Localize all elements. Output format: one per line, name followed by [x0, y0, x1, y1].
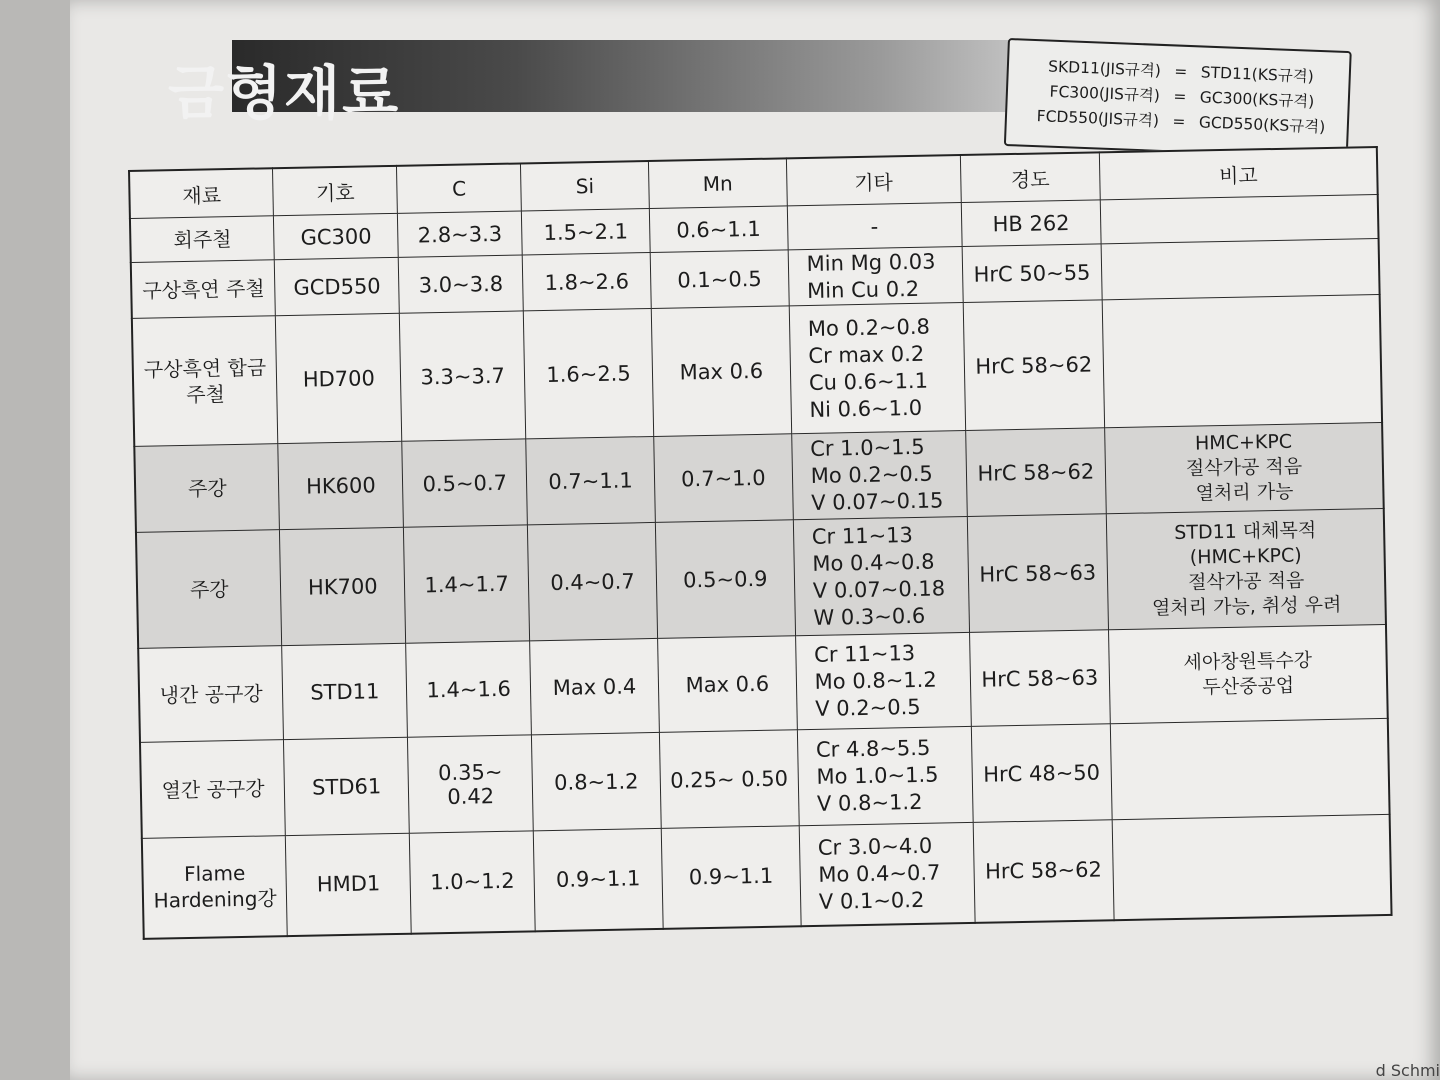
cell-symbol: GC300 — [274, 213, 399, 259]
note-line: 두산중공업 — [1202, 674, 1295, 698]
cell-material: 주강 — [136, 530, 282, 649]
jis-standard: FC300(JIS규격) — [1049, 82, 1161, 105]
cell-material: Flame Hardening강 — [142, 836, 288, 939]
cell-other — [797, 726, 973, 825]
other-element-line: Cr 11~13 — [813, 640, 916, 667]
cell-c: 1.4~1.6 — [406, 641, 532, 737]
cell-mn: Max 0.6 — [658, 636, 798, 733]
cell-si: 0.7~1.1 — [526, 436, 655, 524]
note-line: STD11 대체목적 — [1174, 518, 1317, 544]
cell-other — [788, 247, 963, 306]
other-element-line: Min Mg 0.03 — [806, 249, 936, 276]
cell-mn: 0.9~1.1 — [661, 826, 801, 929]
cell-other — [791, 430, 966, 519]
note-line: (HMC+KPC) — [1189, 544, 1302, 569]
note-line: 열처리 가능, 취성 우려 — [1151, 593, 1342, 619]
next-page-peek-text: d Schmi — [1375, 1061, 1440, 1080]
note-line: 절삭가공 적음 — [1187, 568, 1305, 594]
other-element-line: Mo 0.8~1.2 — [814, 667, 937, 694]
other-element-line: Mo 0.4~0.8 — [812, 549, 935, 576]
cell-symbol: HD700 — [276, 313, 402, 443]
equals-sign: = — [1173, 87, 1187, 106]
other-element-line: Cr 1.0~1.5 — [809, 434, 925, 461]
other-element-line: Mo 0.2~0.8 — [807, 314, 931, 341]
cell-note — [1106, 508, 1385, 629]
other-element-line: Cu 0.6~1.1 — [808, 368, 929, 395]
cell-c: 1.0~1.2 — [410, 831, 536, 933]
cell-hardness: HrC 48~50 — [971, 724, 1113, 823]
other-element-line: - — [870, 214, 879, 239]
cell-material: 주강 — [134, 444, 279, 533]
note-line: 열처리 가능 — [1195, 480, 1294, 505]
cell-note — [1101, 239, 1379, 300]
cell-si: 0.9~1.1 — [533, 828, 663, 930]
note-line: 절삭가공 적음 — [1185, 455, 1303, 480]
cell-other — [799, 822, 975, 925]
cell-other — [793, 516, 969, 635]
cell-note — [1102, 294, 1382, 427]
other-element-line: V 0.8~1.2 — [816, 789, 923, 816]
cell-symbol: HK700 — [280, 527, 406, 645]
cell-symbol: HK600 — [278, 441, 404, 529]
other-element-line: Mo 0.4~0.7 — [818, 860, 941, 887]
other-element-line: W 0.3~0.6 — [813, 603, 926, 630]
table-row — [132, 294, 1382, 446]
jis-standard: SKD11(JIS규격) — [1047, 57, 1162, 80]
other-element-line: Mo 0.2~0.5 — [810, 461, 933, 488]
cell-hardness: HrC 58~63 — [967, 514, 1109, 633]
other-element-line: Cr 11~13 — [811, 522, 914, 549]
cell-other — [787, 203, 962, 250]
header-mn: Mn — [648, 158, 787, 208]
cell-other — [789, 303, 965, 434]
cell-si: 0.8~1.2 — [532, 732, 662, 830]
page-title: 금형재료 — [168, 59, 401, 127]
cell-symbol: STD11 — [282, 643, 408, 739]
cell-mn: 0.25~ 0.50 — [659, 730, 799, 829]
equals-sign: = — [1172, 112, 1186, 131]
jis-standard: FCD550(JIS규격) — [1036, 107, 1160, 130]
equals-sign: = — [1173, 62, 1188, 81]
cell-si: 0.4~0.7 — [527, 522, 657, 640]
other-element-line: Ni 0.6~1.0 — [809, 395, 923, 422]
cell-material: 회주철 — [130, 216, 275, 263]
cell-si: Max 0.4 — [530, 638, 660, 734]
header-other: 기타 — [786, 155, 961, 206]
cell-note — [1109, 624, 1388, 723]
other-element-line: V 0.07~0.15 — [811, 488, 944, 515]
cell-material: 냉간 공구강 — [138, 646, 284, 743]
cell-si: 1.5~2.1 — [521, 209, 650, 255]
other-element-line: Min Cu 0.2 — [806, 276, 920, 303]
cell-si: 1.6~2.5 — [523, 308, 653, 438]
cell-material: 열간 공구강 — [140, 740, 286, 839]
cell-symbol: HMD1 — [286, 833, 412, 935]
cell-mn: 0.6~1.1 — [649, 206, 788, 253]
other-element-line: Cr 3.0~4.0 — [817, 833, 933, 860]
header-symbol: 기호 — [273, 166, 398, 216]
other-element-line: Cr 4.8~5.5 — [815, 735, 931, 762]
header-si: Si — [521, 161, 650, 211]
cell-hardness: HrC 58~62 — [963, 300, 1105, 431]
cell-symbol: STD61 — [284, 737, 410, 835]
cell-c: 2.8~3.3 — [398, 211, 523, 257]
cell-hardness: HrC 58~62 — [973, 820, 1115, 923]
ks-standard: GCD550(KS규격) — [1198, 113, 1326, 137]
cell-other — [795, 632, 971, 729]
cell-c: 3.0~3.8 — [398, 255, 523, 313]
other-element-line: V 0.1~0.2 — [818, 887, 925, 914]
cell-note — [1105, 422, 1384, 513]
cell-c: 0.35~ 0.42 — [408, 735, 534, 833]
material-table-wrapper — [128, 146, 1394, 1000]
other-element-line: Cr max 0.2 — [808, 341, 925, 368]
cell-hardness: HrC 58~63 — [969, 630, 1110, 727]
cell-hardness: HrC 50~55 — [962, 244, 1103, 303]
header-material: 재료 — [129, 168, 274, 218]
cell-mn: 0.1~0.5 — [650, 250, 789, 309]
cell-si: 1.8~2.6 — [522, 252, 651, 310]
other-element-line: Mo 1.0~1.5 — [816, 762, 939, 789]
cell-c: 0.5~0.7 — [402, 439, 527, 527]
cell-c: 3.3~3.7 — [400, 311, 526, 441]
cell-note — [1111, 718, 1390, 819]
cell-note — [1100, 195, 1378, 244]
other-element-line: V 0.07~0.18 — [812, 575, 946, 603]
ks-standard: STD11(KS규격) — [1200, 63, 1315, 86]
header-c: C — [397, 163, 522, 213]
cell-material: 구상흑연 주철 — [131, 260, 276, 319]
cell-hardness: HrC 58~62 — [965, 428, 1106, 517]
cell-material: 구상흑연 합금주철 — [132, 316, 278, 447]
mold-material-table — [128, 146, 1393, 939]
note-line: HMC+KPC — [1194, 430, 1293, 455]
header-hardness: 경도 — [960, 152, 1101, 202]
cell-c: 1.4~1.7 — [404, 525, 530, 643]
header-note: 비고 — [1100, 147, 1378, 200]
cell-mn: 0.7~1.0 — [654, 434, 793, 523]
cell-mn: Max 0.6 — [651, 306, 791, 437]
cell-hardness: HB 262 — [961, 200, 1102, 247]
ks-standard: GC300(KS규격) — [1199, 88, 1315, 111]
other-element-line: V 0.2~0.5 — [814, 694, 921, 721]
standard-equivalence-box — [1004, 38, 1352, 159]
cell-mn: 0.5~0.9 — [655, 520, 795, 639]
cell-symbol: GCD550 — [275, 257, 400, 315]
cell-note — [1112, 814, 1391, 919]
note-line: 세아창원특수강 — [1183, 648, 1313, 674]
